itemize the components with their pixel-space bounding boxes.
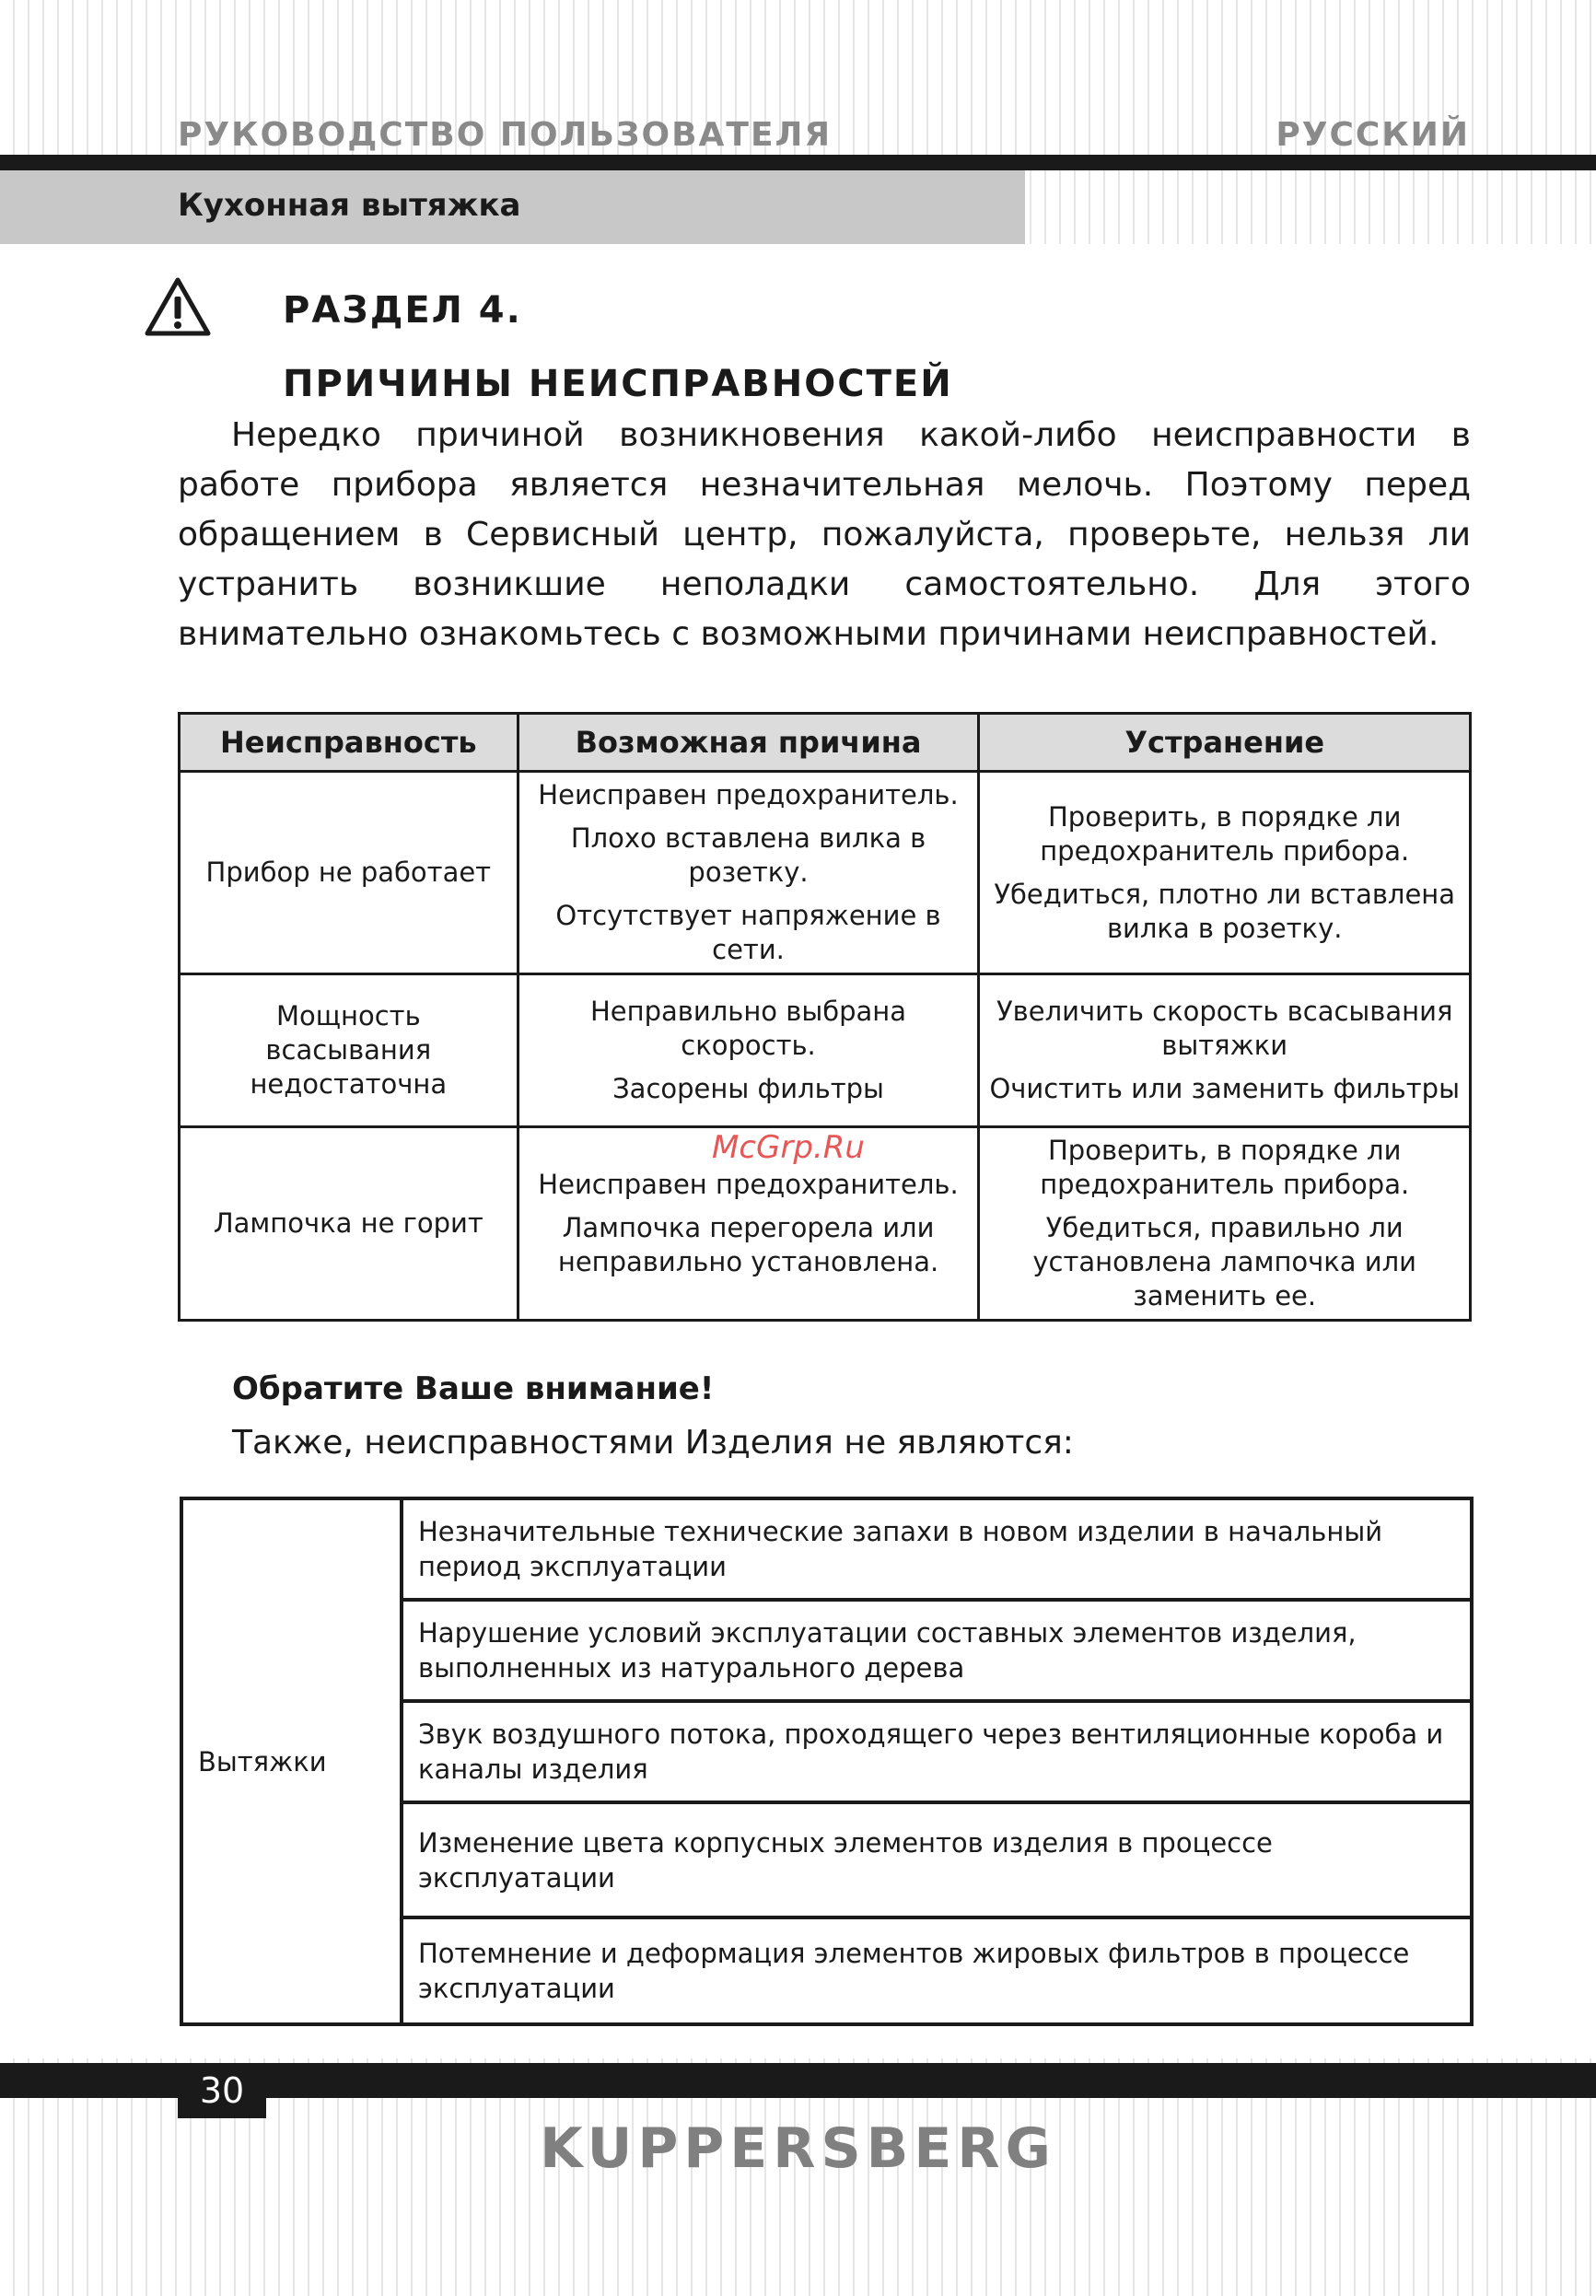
section-heading: ПРИЧИНЫ НЕИСПРАВНОСТЕЙ	[283, 363, 953, 405]
fix-text: Проверить, в порядке ли предохранитель прибора.	[1040, 1135, 1410, 1200]
fix-text: Проверить, в порядке ли предохранитель прибора.	[1040, 800, 1410, 867]
category-cell: Вытяжки	[181, 1498, 402, 2024]
cause-text: Неисправен предохранитель.	[538, 1169, 959, 1200]
note-text: Также, неисправностями Изделия не являются:	[232, 1424, 1074, 1462]
fix-text: Очистить или заменить фильтры	[989, 1073, 1460, 1104]
intro-paragraph: Нередко причиной возникновения какой-либо неисправности в работе прибора является незначительная мелочь. Поэтому перед обращением в Сервисный центр, пожалуйста, проверьте, нельзя ли устранить возникшие неполадки самостоятельно. Для этого внимательно ознакомьтесь с возможными причинами неисправностей.	[178, 416, 1471, 653]
item-cell: Звук воздушного потока, проходящего через вентиляционные короба и каналы изделия	[402, 1701, 1472, 1802]
item-cell: Незначительные технические запахи в новом изделии в начальный период эксплуатации	[402, 1498, 1472, 1600]
product-subtitle: Кухонная вытяжка	[178, 187, 521, 224]
fault-cell: Прибор не работает	[180, 772, 518, 974]
watermark: McGrp.Ru	[712, 1129, 865, 1166]
section-number: РАЗДЕЛ 4.	[283, 289, 522, 332]
note-title: Обратите Ваше внимание!	[232, 1370, 715, 1407]
cause-text: Засорены фильтры	[612, 1073, 884, 1104]
fault-cell: Мощность всасывания недостаточна	[180, 974, 518, 1127]
fix-cell	[979, 974, 1471, 1127]
cause-text: Отсутствует напряжение в сети.	[555, 900, 941, 965]
item-cell: Нарушение условий эксплуатации составных элементов изделия, выполненных из натурального дерева	[402, 1600, 1472, 1701]
item-cell: Изменение цвета корпусных элементов изделия в процессе эксплуатации	[402, 1802, 1472, 1917]
table-row	[180, 974, 1471, 1127]
fix-cell	[979, 772, 1471, 974]
cause-text: Плохо вставлена вилка в розетку.	[570, 822, 926, 888]
fault-table-header	[180, 714, 1471, 772]
fix-text: Увеличить скорость всасывания вытяжки	[996, 996, 1453, 1061]
item-cell: Потемнение и деформация элементов жировых фильтров в процессе эксплуатации	[402, 1917, 1472, 2024]
fix-text: Убедиться, правильно ли установлена лампочка или заменить ее.	[1032, 1212, 1417, 1311]
column-header-fix: Устранение	[979, 714, 1471, 772]
brand-logo: KUPPERSBERG	[540, 2116, 1056, 2181]
table-row	[180, 772, 1471, 974]
cause-text: Неисправен предохранитель.	[538, 779, 959, 810]
warning-triangle-icon	[144, 276, 212, 337]
table-row	[181, 1498, 1472, 1600]
cause-cell	[518, 974, 979, 1127]
fix-text: Убедиться, плотно ли вставлена вилка в розетку.	[994, 878, 1456, 944]
column-header-cause: Возможная причина	[518, 714, 979, 772]
cause-text: Лампочка перегорела или неправильно установлена.	[557, 1212, 939, 1277]
fault-cell: Лампочка не горит	[180, 1127, 518, 1321]
page-number: 30	[178, 2063, 266, 2118]
column-header-fault: Неисправность	[180, 714, 518, 772]
header-language: РУССКИЙ	[1276, 116, 1470, 154]
section-title	[283, 274, 953, 421]
cause-cell	[518, 772, 979, 974]
fix-cell	[979, 1127, 1471, 1321]
fault-table	[178, 712, 1472, 1322]
not-faults-table	[180, 1497, 1474, 2026]
cause-text: Неправильно выбрана скорость.	[589, 996, 907, 1061]
header-divider	[0, 155, 1596, 170]
header-manual-title: РУКОВОДСТВО ПОЛЬЗОВАТЕЛЯ	[178, 116, 833, 154]
